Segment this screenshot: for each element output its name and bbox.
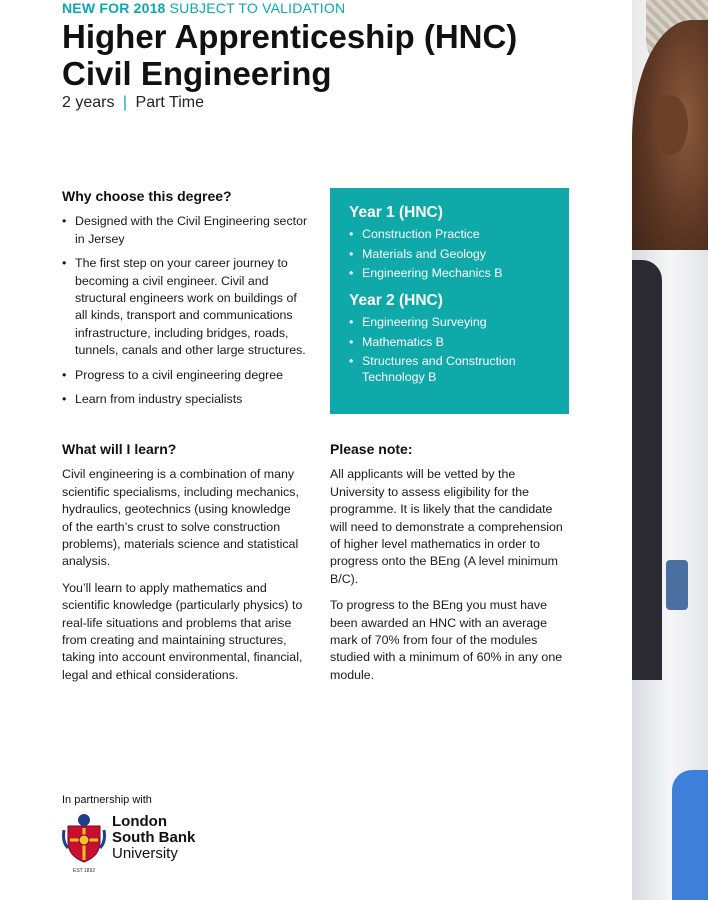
module-item: • Engineering Surveying [349, 314, 551, 330]
photo-pen [666, 560, 688, 610]
module-item: • Construction Practice [349, 226, 551, 242]
list-item: • Learn from industry specialists [62, 391, 312, 408]
year1-modules [349, 226, 551, 281]
learn-paragraph: You’ll learn to apply mathematics and scientific knowledge (particularly physics) to real-life situations and problems that arise from creating and maintaining structures, taking into account environmental, financial, legal and ethical considerations. [62, 580, 303, 682]
list-item: • Progress to a civil engineering degree [62, 367, 312, 384]
module-item: • Materials and Geology [349, 246, 551, 262]
module-item: • Engineering Mechanics B [349, 265, 551, 281]
learn-section [62, 441, 304, 684]
name-line-2: South Bank [112, 829, 196, 846]
why-heading: Why choose this degree? [62, 188, 232, 204]
photo-shadow [632, 260, 662, 680]
learn-heading: What will I learn? [62, 441, 177, 457]
name-line-3: University [112, 845, 178, 862]
modules-box [330, 188, 569, 414]
photo-glove [672, 770, 708, 900]
photo-ear [652, 95, 688, 155]
lsbu-logo [62, 812, 212, 878]
year2-heading: Year 2 (HNC) [349, 292, 443, 309]
learn-paragraph: Civil engineering is a combination of many scientific specialisms, including mechanics, hydraulics, geotechnics (using knowledge of the earth’s crust to solve construction problems), materials science and statistical analysis. [62, 467, 299, 569]
page-title [62, 18, 622, 92]
university-name [112, 814, 195, 862]
study-mode: Part Time [135, 94, 204, 111]
year2-modules [349, 314, 551, 385]
student-photo [632, 0, 708, 900]
why-section [62, 188, 312, 415]
eyebrow-new: NEW FOR 2018 [62, 0, 166, 16]
crest-icon [62, 812, 106, 864]
course-meta [62, 94, 204, 112]
note-paragraph: All applicants will be vetted by the University to assess eligibility for the programme. It is likely that the candidate will need to demonstrate a comprehension of higher level mathematics in order to progress onto the BEng (A level minimum B/C). [330, 467, 563, 586]
meta-separator: | [122, 94, 128, 111]
note-heading: Please note: [330, 441, 413, 457]
partner-label: In partnership with [62, 794, 152, 806]
name-line-1: London [112, 813, 167, 830]
list-item: • Designed with the Civil Engineering sector in Jersey [62, 213, 312, 248]
year1-heading: Year 1 (HNC) [349, 204, 443, 221]
title-line-2: Civil Engineering [62, 55, 332, 92]
note-paragraph: To progress to the BEng you must have been awarded an HNC with an average mark of 70% from four of the modules studied with a minimum of 60% in any one module. [330, 598, 563, 682]
list-item: • The first step on your career journey to becoming a civil engineer. Civil and structural engineers work on buildings of all kinds, transport and communications infrastructure, including bridges, roads, tunnels, canals and other large structures. [62, 255, 312, 359]
eyebrow-status: SUBJECT TO VALIDATION [169, 0, 346, 16]
duration: 2 years [62, 94, 115, 111]
est-year: EST 1892 [73, 868, 96, 874]
why-list [62, 213, 312, 408]
title-line-1: Higher Apprenticeship (HNC) [62, 18, 518, 55]
eyebrow [62, 0, 345, 16]
module-item: • Mathematics B [349, 334, 551, 350]
module-item: • Structures and Construction Technology B [349, 353, 551, 385]
note-section [330, 441, 566, 684]
